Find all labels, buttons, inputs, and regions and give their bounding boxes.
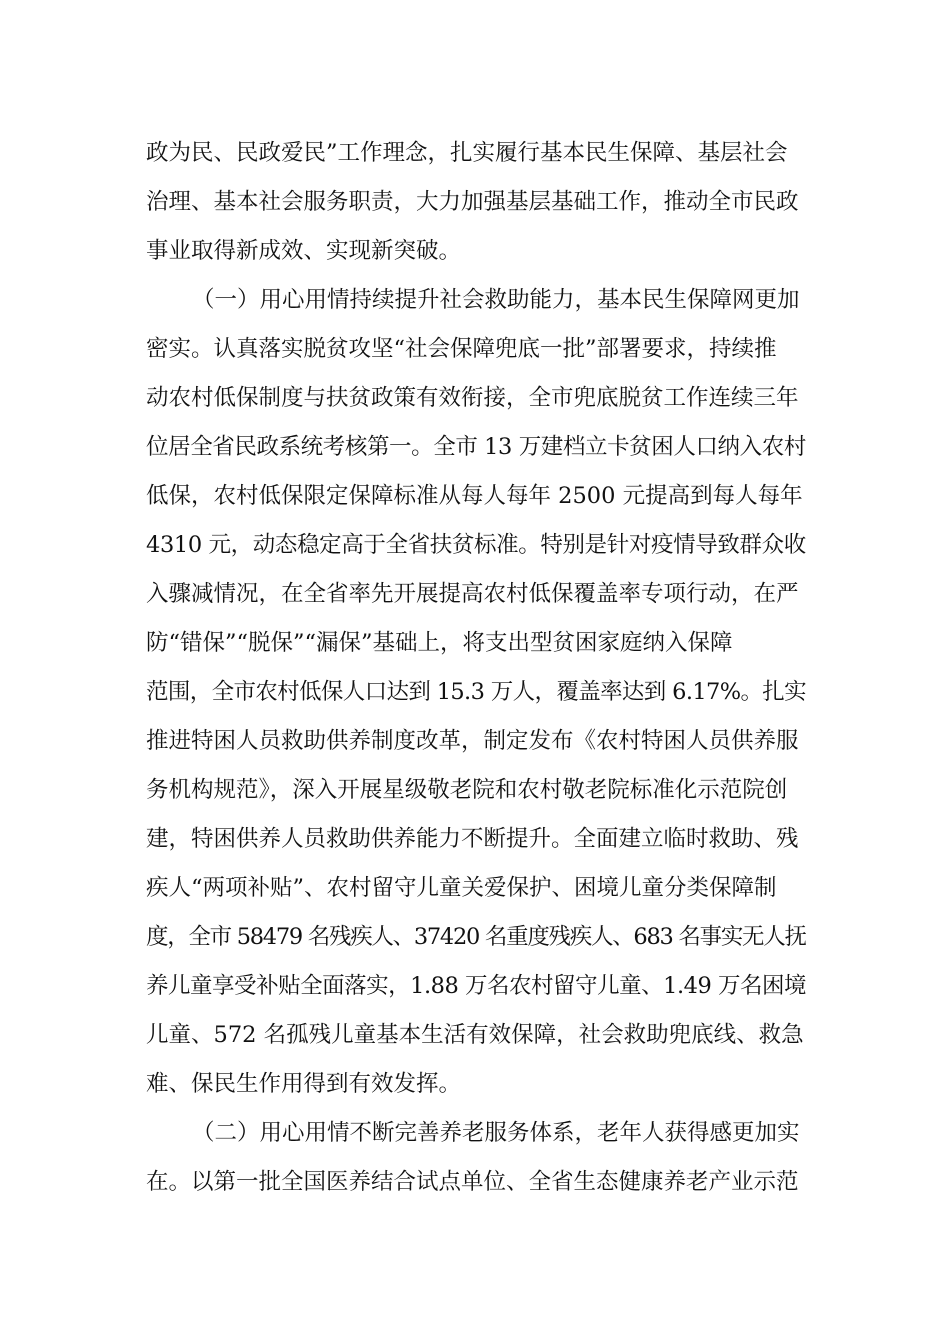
text-line: 防“错保”“脱保”“漏保”基础上，将支出型贫困家庭纳入保障 <box>146 630 733 656</box>
text-line: 密实。认真落实脱贫攻坚“社会保障兜底一批”部署要求，持续推 <box>146 336 777 362</box>
text-line: 入骤减情况，在全省率先开展提高农村低保覆盖率专项行动，在严 <box>146 581 799 607</box>
text-line: 务机构规范》，深入开展星级敬老院和农村敬老院标准化示范院创 <box>146 777 788 803</box>
text-line: 难、保民生作用得到有效发挥。 <box>146 1071 462 1097</box>
text-line: 治理、基本社会服务职责，大力加强基层基础工作，推动全市民政 <box>146 189 799 215</box>
text-line: 养儿童享受补贴全面落实，1.88 万名农村留守儿童、1.49 万名困境 <box>146 973 807 999</box>
text-line: 在。以第一批全国医养结合试点单位、全省生态健康养老产业示范 <box>146 1169 799 1195</box>
text-line: 4310 元，动态稳定高于全省扶贫标准。特别是针对疫情导致群众收 <box>146 532 806 558</box>
text-line: 度，全市 58479 名残疾人、37420 名重度残疾人、683 名事实无人抚 <box>146 924 806 950</box>
text-line: 建，特困供养人员救助供养能力不断提升。全面建立临时救助、残 <box>146 826 799 852</box>
text-line: 位居全省民政系统考核第一。全市 13 万建档立卡贫困人口纳入农村 <box>146 434 806 460</box>
text-line: 事业取得新成效、实现新突破。 <box>146 238 462 264</box>
text-line: 低保，农村低保限定保障标准从每人每年 2500 元提高到每人每年 <box>146 483 803 509</box>
text-line: 动农村低保制度与扶贫政策有效衔接，全市兜底脱贫工作连续三年 <box>146 385 799 411</box>
text-line: 推进特困人员救助供养制度改革，制定发布《农村特困人员供养服 <box>146 728 799 754</box>
text-line: 范围，全市农村低保人口达到 15.3 万人，覆盖率达到 6.17%。扎实 <box>146 679 807 705</box>
text-line: 儿童、572 名孤残儿童基本生活有效保障，社会救助兜底线、救急 <box>146 1022 804 1048</box>
section-heading-line: （一）用心用情持续提升社会救助能力，基本民生保障网更加 <box>192 287 800 313</box>
text-line: 疾人“两项补贴”、农村留守儿童关爱保护、困境儿童分类保障制 <box>146 875 777 901</box>
section-heading-line: （二）用心用情不断完善养老服务体系，老年人获得感更加实 <box>192 1120 800 1146</box>
text-line: 政为民、民政爱民”工作理念，扎实履行基本民生保障、基层社会 <box>146 140 788 166</box>
